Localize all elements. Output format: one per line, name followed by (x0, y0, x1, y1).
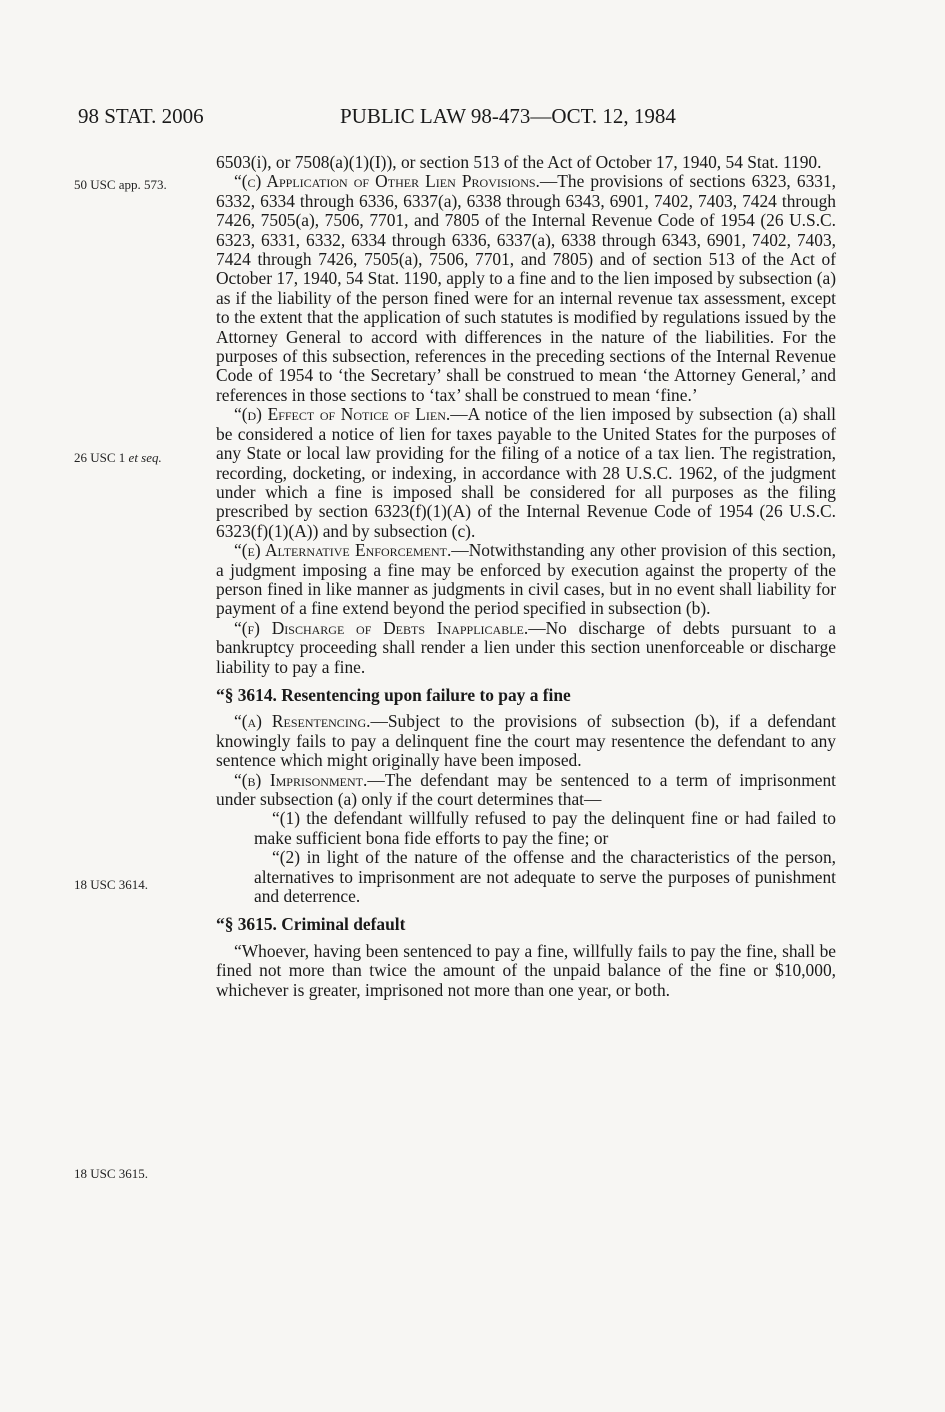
section-3614-a-heading: “(a) Resentencing. (234, 711, 371, 732)
clause-2: “(2) in light of the nature of the offense and the characteristics of the person, alternatives to imprisonment are not adequate to serve the purposes of punishment and deterrence. (254, 847, 836, 907)
margin-note-18-usc-3615: 18 USC 3615. (74, 1166, 149, 1181)
subsection-e-heading: “(e) Alternative Enforcement. (234, 540, 452, 561)
subsection-e-text: —Notwithstanding any other provision of this section, a judgment imposing a fine may be enforced by execution against the property of the person fined in like manner as judgments in civil cases, but in no event shall liability for payment of a fine extend beyond the period specified in subsection (b). (216, 540, 836, 619)
subsection-c (216, 172, 836, 405)
subsection-f-text: —No discharge of debts pursuant to a bankruptcy proceeding shall render a lien under this section unenforceable or discharge liability to pay a fine. (216, 617, 836, 677)
section-3614-a-text: —Subject to the provisions of subsection (b), if a defendant knowingly fails to pay a delinquent fine the court may resentence the defendant to any sentence which might originally have been imposed. (216, 711, 837, 771)
section-3614-b-heading: “(b) Imprisonment. (234, 769, 368, 790)
margin-note-18-usc-3614: 18 USC 3614. (74, 877, 149, 892)
subsection-d-heading: “(d) Effect of Notice of Lien. (234, 404, 451, 425)
subsection-d (216, 405, 836, 541)
margin-note-et-seq: et seq. (128, 450, 162, 465)
section-3615-text: “Whoever, having been sentenced to pay a fine, willfully fails to pay the fine, shall be fined not more than twice the amount of the unpaid balance of the fine or $10,000, whichever is greater, imprisoned not more than one year, or both. (216, 940, 836, 1000)
subsection-f (216, 619, 836, 677)
statute-text (216, 153, 836, 1000)
margin-note-26-usc-text: 26 USC 1 (74, 450, 129, 465)
margin-note-50-usc: 50 USC app. 573. (74, 177, 167, 192)
subsection-c-heading: “(c) Application of Other Lien Provisions. (234, 171, 540, 192)
section-3615-heading: “§ 3615. Criminal default (216, 914, 406, 935)
subsection-e (216, 541, 836, 619)
section-3614-b-text: —The defendant may be sentenced to a term of imprisonment under subsection (a) only if the court determines that— (216, 769, 837, 809)
page-header (78, 104, 838, 134)
section-3614-a (216, 712, 836, 770)
margin-note-26-usc (74, 450, 214, 466)
section-3614-b (216, 771, 836, 810)
clause-1: “(1) the defendant willfully refused to pay the delinquent fine or had failed to make sufficient bona fide efforts to pay the fine; or (254, 808, 836, 848)
subsection-c-text: —The provisions of sections 6323, 6331, 6332, 6334 through 6336, 6337(a), 6338 through 6343, 6901, 7402, 7403, 7424 through 7426, 7505(a), 7506, 7701, and 7805 of the Internal Revenue Code of 1954 (26 U.S.C. 6323, 6331, 6332, 6334 through 6336, 6337(a), 6338 through 6343, 6901, 7402, 7403, 7424 through 7426, 7505(a), 7506, 7701, and 7805) and of section 513 of the Act of October 17, 1940, 54 Stat. 1190, apply to a fine and to the lien imposed by subsection (a) as if the liability of the person fined were for an internal revenue tax assessment, except to the extent that the application of such statutes is modified by regulations issued by the Attorney General to accord with differences in the nature of the liabilities. For the purposes of this subsection, references in the preceding sections of the Internal Revenue Code of 1954 to ‘the Secretary’ shall be construed to mean ‘the Attorney General,’ and references in those sections to ‘tax’ shall be construed to mean ‘fine.’ (216, 171, 836, 405)
law-title: PUBLIC LAW 98-473—OCT. 12, 1984 (340, 104, 676, 128)
section-3614-heading: “§ 3614. Resentencing upon failure to pay a fine (216, 684, 571, 705)
paragraph-continuation: 6503(i), or 7508(a)(1)(I)), or section 513 of the Act of October 17, 1940, 54 Stat. 1190. (216, 152, 822, 172)
stat-page-number: 98 STAT. 2006 (78, 104, 204, 128)
subsection-f-heading: “(f) Discharge of Debts Inapplicable. (234, 617, 529, 638)
subsection-d-text: —A notice of the lien imposed by subsection (a) shall be considered a notice of lien for taxes payable to the United States for the purposes of any State or local law providing for the filing of a notice of a tax lien. The registration, recording, docketing, or indexing, in accordance with 28 U.S.C. 1962, of the judgment under which a fine is imposed shall be considered for all purposes as the filing prescribed by section 6323(f)(1)(A) of the Internal Revenue Code of 1954 (26 U.S.C. 6323(f)(1)(A)) and by subsection (c). (216, 404, 836, 541)
